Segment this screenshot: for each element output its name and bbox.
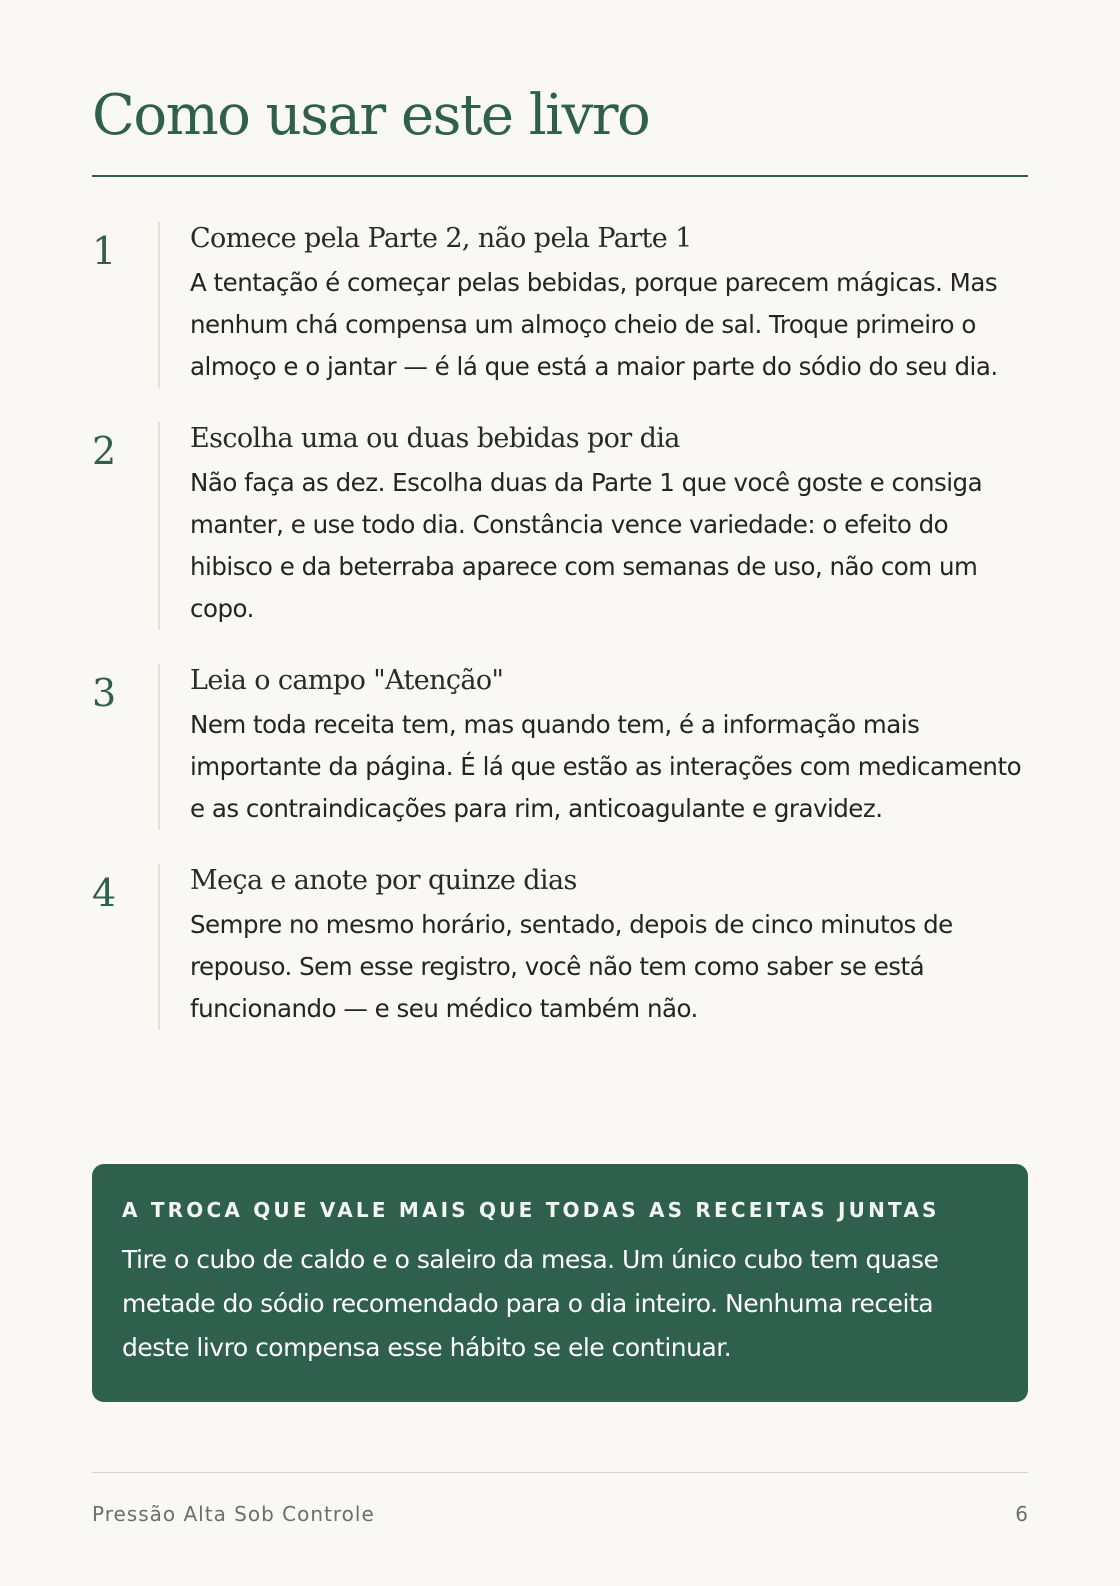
- page-title: Como usar este livro: [92, 83, 650, 148]
- step-body: [158, 222, 1028, 388]
- step-heading: Meça e anote por quinze dias: [190, 865, 577, 896]
- step-item: [92, 422, 1028, 630]
- step-heading: Leia o campo "Atenção": [190, 665, 504, 696]
- callout-heading: A TROCA QUE VALE MAIS QUE TODAS AS RECEITAS JUNTAS: [122, 1198, 940, 1222]
- step-heading: Escolha uma ou duas bebidas por dia: [190, 423, 680, 454]
- title-divider: [92, 175, 1028, 177]
- step-text: Sempre no mesmo horário, sentado, depois de cinco minutos de repouso. Sem esse registro, você não tem como saber se está funcionando — e seu médico também não.: [190, 910, 953, 1023]
- step-number: 3: [92, 671, 117, 715]
- step-number: 4: [92, 871, 117, 915]
- step-number: 1: [92, 229, 117, 273]
- step-heading: Comece pela Parte 2, não pela Parte 1: [190, 223, 692, 254]
- step-body: [158, 422, 1028, 630]
- step-number: 2: [92, 429, 117, 473]
- step-item: [92, 864, 1028, 1030]
- callout-text: Tire o cubo de caldo e o saleiro da mesa. Um único cubo tem quase metade do sódio recomendado para o dia inteiro. Nenhuma receita deste livro compensa esse hábito se ele continuar.: [122, 1245, 939, 1362]
- step-item: [92, 222, 1028, 388]
- steps-list: [92, 222, 1028, 1064]
- step-body: [158, 664, 1028, 830]
- footer-divider: [92, 1472, 1028, 1473]
- step-text: Nem toda receita tem, mas quando tem, é a informação mais importante da página. É lá que estão as interações com medicamento e as contraindicações para rim, anticoagulante e gravidez.: [190, 710, 1022, 823]
- callout-box: [92, 1164, 1028, 1402]
- footer-book-title: Pressão Alta Sob Controle: [92, 1502, 375, 1526]
- step-text: A tentação é começar pelas bebidas, porque parecem mágicas. Mas nenhum chá compensa um almoço cheio de sal. Troque primeiro o almoço e o jantar — é lá que está a maior parte do sódio do seu dia.: [190, 268, 998, 381]
- step-body: [158, 864, 1028, 1030]
- step-item: [92, 664, 1028, 830]
- step-text: Não faça as dez. Escolha duas da Parte 1 que você goste e consiga manter, e use todo dia. Constância vence variedade: o efeito do hibisco e da beterraba aparece com semanas de uso, não com um copo.: [190, 468, 983, 623]
- footer-page-number: 6: [1015, 1502, 1028, 1526]
